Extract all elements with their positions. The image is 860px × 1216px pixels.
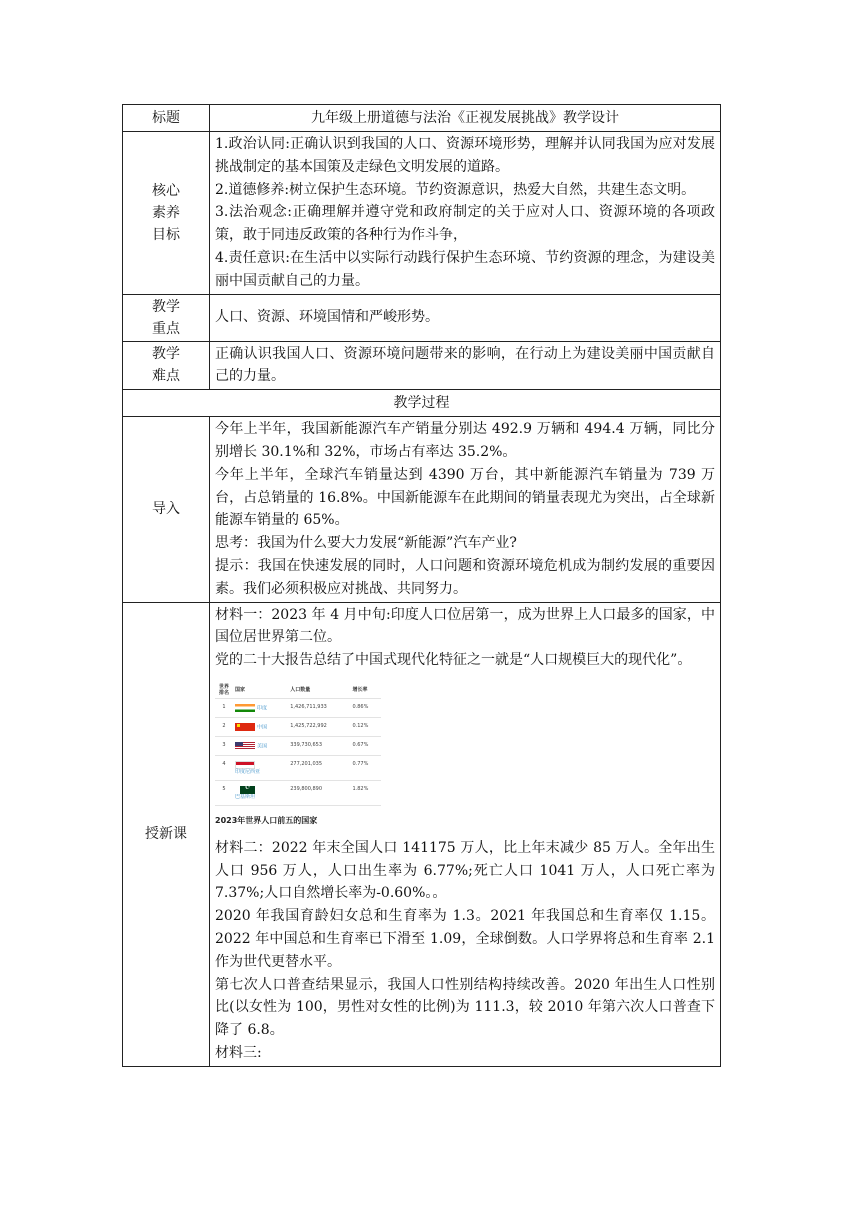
cell-population: 339,730,653 bbox=[288, 736, 350, 755]
table-row bbox=[215, 717, 381, 736]
material-paragraph: 材料三: bbox=[215, 1044, 262, 1061]
row-intro bbox=[123, 417, 721, 602]
lesson-title: 九年级上册道德与法治《正视发展挑战》教学设计 bbox=[210, 105, 721, 132]
process-header: 教学过程 bbox=[123, 390, 721, 417]
country-name: 美国 bbox=[257, 743, 268, 750]
competency-item: 1.政治认同:正确认识到我国的人口、资源环境形势，理解并认同我国为应对发展挑战制定的基本国策及走绿色文明发展的道路。 bbox=[215, 136, 715, 175]
row-title bbox=[123, 105, 721, 132]
label-core-competency bbox=[123, 132, 210, 295]
cell-growth: 0.12% bbox=[350, 717, 381, 736]
table-row bbox=[215, 698, 381, 717]
label-difficulty bbox=[123, 341, 210, 390]
cell-rank: 5 bbox=[215, 780, 233, 805]
table-row bbox=[215, 755, 381, 780]
china-flag-icon bbox=[235, 723, 255, 731]
intro-paragraph: 思考：我国为什么要大力发展“新能源”汽车产业? bbox=[215, 535, 517, 552]
header-country: 国家 bbox=[233, 682, 288, 699]
label-line: 核心 bbox=[152, 182, 180, 199]
cell-population: 1,425,722,992 bbox=[288, 717, 350, 736]
population-table-header bbox=[215, 682, 381, 699]
population-table bbox=[215, 682, 381, 806]
new-lesson-content bbox=[210, 602, 721, 1066]
intro-paragraph: 今年上半年，我国新能源汽车产销量分别达 492.9 万辆和 494.4 万辆，同比分别增长 30.1%和 32%，市场占有率达 35.2%。 bbox=[215, 421, 715, 460]
row-process-header bbox=[123, 390, 721, 417]
competency-item: 3.法治观念:正确理解并遵守党和政府制定的关于应对人口、资源环境的各项政策，敢于同违反政策的各种行为作斗争， bbox=[215, 204, 715, 244]
label-line: 教学 bbox=[152, 346, 180, 363]
material-paragraph: 2020 年我国育龄妇女总和生育率为 1.3。2021 年我国总和生育率仅 1.15。2022 年中国总和生育率已下滑至 1.09，全球倒数。人口学界将总和生育率 2.1 作为世代更替水平。 bbox=[215, 908, 715, 970]
cell-country bbox=[233, 717, 288, 736]
cell-population: 239,800,890 bbox=[288, 780, 350, 805]
pakistan-flag-icon bbox=[235, 786, 255, 794]
label-new-lesson: 授新课 bbox=[123, 602, 210, 1066]
cell-population: 1,426,711,933 bbox=[288, 698, 350, 717]
lesson-plan-table bbox=[122, 104, 721, 1067]
country-name: 中国 bbox=[257, 724, 268, 731]
key-point-content: 人口、资源、环境国情和严峻形势。 bbox=[210, 294, 721, 341]
header-growth: 增长率 bbox=[350, 682, 381, 699]
country-name: 巴基斯坦 bbox=[235, 793, 256, 800]
intro-paragraph: 今年上半年，全球汽车销量达到 4390 万台，其中新能源汽车销量为 739 万台，占总销量的 16.8%。中国新能源车在此期间的销量表现尤为突出，占全球新能源车销量的 65%。 bbox=[215, 466, 715, 529]
label-line: 重点 bbox=[152, 320, 180, 337]
cell-country bbox=[233, 755, 288, 780]
country-name: 印度尼西亚 bbox=[235, 768, 261, 775]
cell-rank: 4 bbox=[215, 755, 233, 780]
label-line: 教学 bbox=[152, 298, 180, 315]
competency-item: 4.责任意识:在生活中以实际行动践行保护生态环境、节约资源的理念，为建设美丽中国贡献自己的力量。 bbox=[215, 249, 715, 289]
figure-caption: 2023年世界人口前五的国家 bbox=[215, 815, 318, 825]
label-title: 标题 bbox=[123, 105, 210, 132]
cell-growth: 0.67% bbox=[350, 736, 381, 755]
material-paragraph: 材料二：2022 年末全国人口 141175 万人，比上年末减少 85 万人。全年出生人口 956 万人，人口出生率为 6.77%;死亡人口 1041 万人，人口死亡率为 7.37%;人口自然增长率为-0.60%。。 bbox=[215, 839, 715, 902]
header-rank: 世界排名 bbox=[215, 682, 233, 699]
india-flag-icon bbox=[235, 704, 255, 712]
core-competency-content bbox=[210, 132, 721, 295]
cell-rank: 2 bbox=[215, 717, 233, 736]
label-line: 素养 bbox=[152, 204, 180, 221]
label-line: 难点 bbox=[152, 368, 180, 385]
cell-population: 277,201,035 bbox=[288, 755, 350, 780]
competency-item: 2.道德修养:树立保护生态环境。节约资源意识，热爱大自然，共建生态文明。 bbox=[215, 181, 696, 198]
header-population: 人口数量 bbox=[288, 682, 350, 699]
country-name: 印度 bbox=[257, 705, 268, 712]
population-figure bbox=[215, 682, 381, 833]
label-key-point bbox=[123, 294, 210, 341]
cell-growth: 1.82% bbox=[350, 780, 381, 805]
row-new-lesson bbox=[123, 602, 721, 1066]
material-paragraph: 材料一：2023 年 4 月中旬:印度人口位居第一，成为世界上人口最多的国家，中国位居世界第二位。 bbox=[215, 606, 715, 646]
intro-paragraph: 提示：我国在快速发展的同时，人口问题和资源环境危机成为制约发展的重要因素。我们必须积极应对挑战、共同努力。 bbox=[215, 557, 715, 597]
row-key-point bbox=[123, 294, 721, 341]
material-paragraph: 党的二十大报告总结了中国式现代化特征之一就是“人口规模巨大的现代化”。 bbox=[215, 652, 692, 669]
cell-rank: 3 bbox=[215, 736, 233, 755]
table-row bbox=[215, 736, 381, 755]
row-core-competency bbox=[123, 132, 721, 295]
table-row bbox=[215, 780, 381, 805]
cell-growth: 0.77% bbox=[350, 755, 381, 780]
indonesia-flag-icon bbox=[235, 761, 255, 769]
cell-country bbox=[233, 780, 288, 805]
cell-rank: 1 bbox=[215, 698, 233, 717]
label-line: 目标 bbox=[152, 226, 180, 243]
material-paragraph: 第七次人口普查结果显示，我国人口性别结构持续改善。2020 年出生人口性别比(以女性为 100，男性对女性的比例)为 111.3，较 2010 年第六次人口普查下降了 6.8。 bbox=[215, 976, 715, 1039]
intro-content bbox=[210, 417, 721, 602]
label-intro: 导入 bbox=[123, 417, 210, 602]
difficulty-content: 正确认识我国人口、资源环境问题带来的影响，在行动上为建设美丽中国贡献自己的力量。 bbox=[210, 341, 721, 390]
row-difficulty bbox=[123, 341, 721, 390]
cell-country bbox=[233, 698, 288, 717]
usa-flag-icon bbox=[235, 742, 255, 750]
cell-country bbox=[233, 736, 288, 755]
cell-growth: 0.86% bbox=[350, 698, 381, 717]
